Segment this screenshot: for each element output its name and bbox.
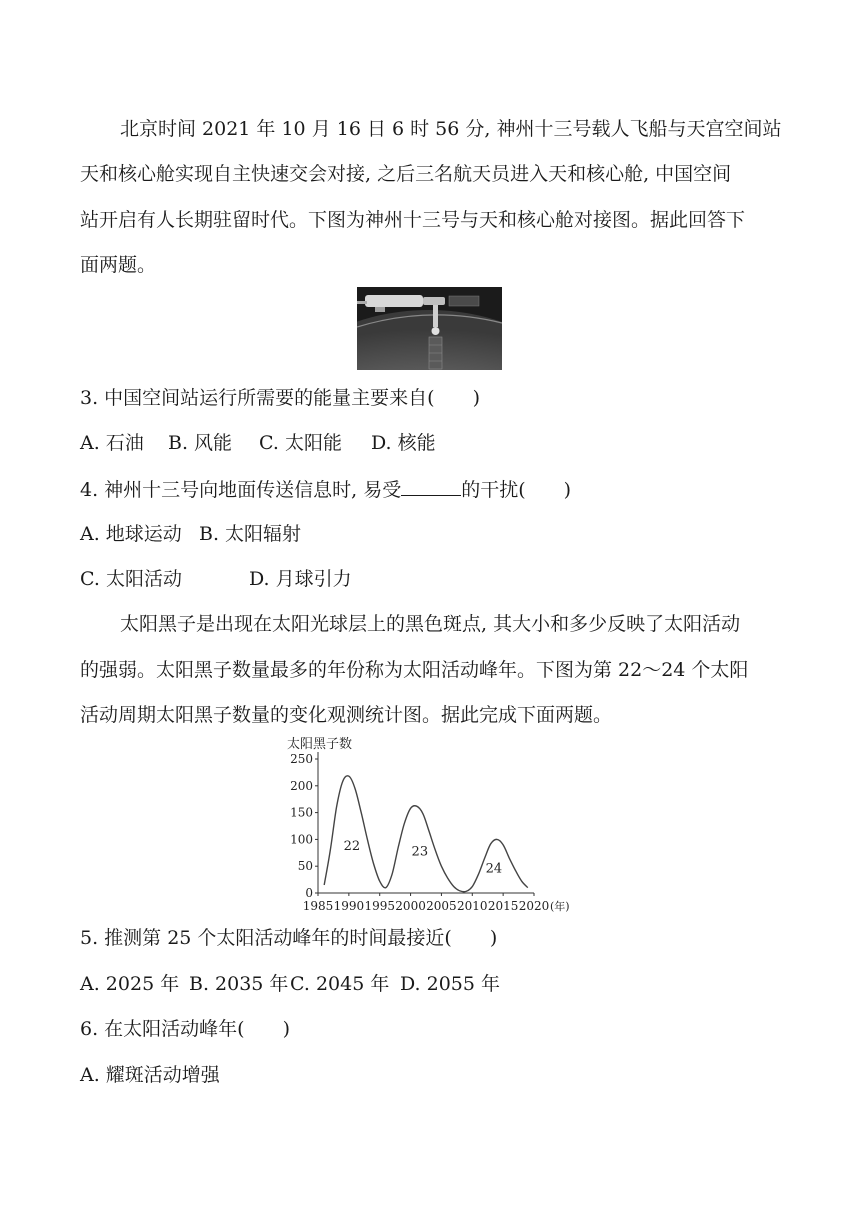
sunspot-chart	[282, 734, 582, 916]
q3-option-d[interactable]: D. 核能	[371, 432, 436, 454]
chart-cycle-label: 22	[343, 839, 361, 855]
q4-stem-before: 4. 神州十三号向地面传送信息时, 易受	[80, 479, 402, 501]
passage1-line-4: 面两题。	[80, 254, 157, 276]
passage2-line-3: 活动周期太阳黑子数量的变化观测统计图。据此完成下面两题。	[80, 704, 613, 726]
q6-stem: 6. 在太阳活动峰年( )	[80, 1018, 290, 1040]
chart-y-tick-label: 0	[305, 886, 313, 900]
q5-option-b[interactable]: B. 2035 年	[189, 973, 289, 995]
q5-option-c[interactable]: C. 2045 年	[290, 973, 390, 995]
q3-stem: 3. 中国空间站运行所需要的能量主要来自( )	[80, 387, 480, 409]
q4-answer-blank	[401, 477, 461, 496]
q4-option-b[interactable]: B. 太阳辐射	[199, 523, 302, 545]
q5-option-d[interactable]: D. 2055 年	[400, 973, 501, 995]
q4-stem	[80, 477, 571, 502]
chart-x-tick-label: 1990	[333, 899, 365, 913]
q3-option-c[interactable]: C. 太阳能	[259, 432, 342, 454]
passage1-line-3: 站开启有人长期驻留时代。下图为神州十三号与天和核心舱对接图。据此回答下	[80, 209, 746, 231]
passage1-line-1: 北京时间 2021 年 10 月 16 日 6 时 56 分, 神州十三号载人飞船与天宫空间站	[120, 118, 782, 140]
chart-x-tick-label: 2005	[426, 899, 457, 913]
passage2-line-1: 太阳黑子是出现在太阳光球层上的黑色斑点, 其大小和多少反映了太阳活动	[120, 613, 741, 635]
passage1-line-2: 天和核心舱实现自主快速交会对接, 之后三名航天员进入天和核心舱, 中国空间	[80, 163, 732, 185]
passage2-line-2: 的强弱。太阳黑子数量最多的年份称为太阳活动峰年。下图为第 22～24 个太阳	[80, 659, 749, 681]
q4-option-d[interactable]: D. 月球引力	[249, 568, 352, 590]
chart-x-tick-label: 2020	[518, 899, 550, 913]
chart-cycle-label: 24	[485, 861, 503, 877]
q3-option-b[interactable]: B. 风能	[168, 432, 233, 454]
chart-cycle-label: 23	[411, 844, 429, 860]
chart-x-tick-label: 2000	[395, 899, 426, 913]
q6-option-a[interactable]: A. 耀斑活动增强	[80, 1064, 220, 1086]
q4-stem-after: 的干扰( )	[461, 479, 572, 501]
chart-x-tick-label: 2015	[487, 899, 519, 913]
chart-x-tick-label: 1985	[302, 899, 334, 913]
chart-ylabel: 太阳黑子数	[287, 737, 353, 752]
chart-y-tick-label: 50	[297, 859, 313, 874]
q4-option-c[interactable]: C. 太阳活动	[80, 568, 182, 590]
chart-y-tick-label: 250	[290, 752, 313, 766]
chart-x-tick-label: 1995	[364, 899, 395, 913]
q4-option-a[interactable]: A. 地球运动	[80, 523, 182, 545]
chart-y-tick-label: 100	[290, 832, 313, 847]
q5-stem: 5. 推测第 25 个太阳活动峰年的时间最接近( )	[80, 927, 498, 949]
chart-y-tick-label: 200	[290, 778, 313, 793]
q5-option-a[interactable]: A. 2025 年	[80, 973, 180, 995]
chart-y-tick-label: 150	[290, 805, 313, 820]
q3-option-a[interactable]: A. 石油	[80, 432, 144, 454]
spacecraft-docking-photo	[357, 287, 502, 370]
chart-x-tick-label: 2010	[457, 899, 488, 913]
chart-xlabel: (年)	[550, 900, 570, 913]
